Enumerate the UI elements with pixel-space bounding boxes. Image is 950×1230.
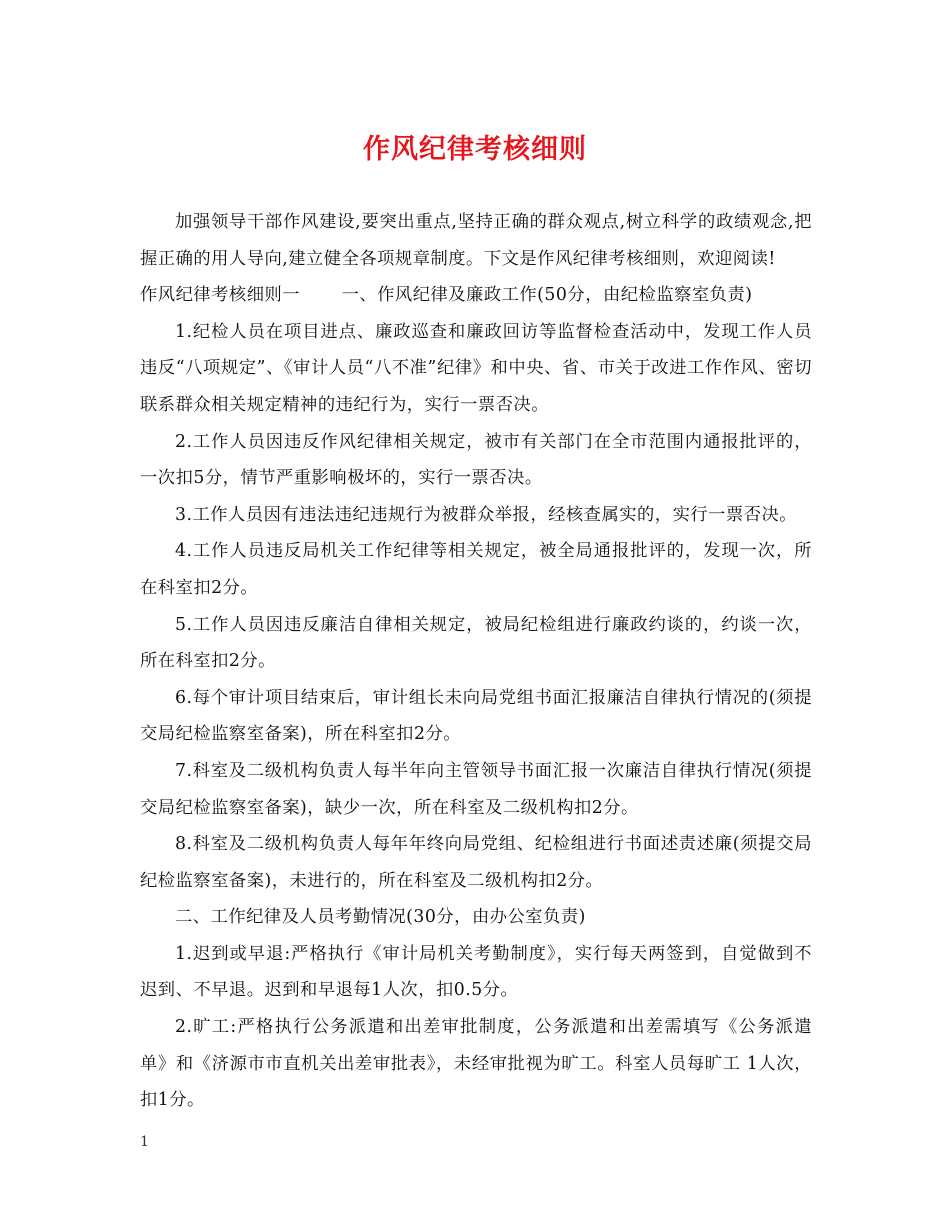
section-heading-two: 二、工作纪律及人员考勤情况(30分，由办公室负责) [175,907,586,928]
rule-paragraph: 3.工作人员因有违法违纪违规行为被群众举报，经核查属实的，实行一票否决。 [175,504,798,525]
page-number: 1 [140,1134,149,1150]
rule-paragraph: 5.工作人员因违反廉洁自律相关规定，被局纪检组进行廉政约谈的，约谈一次，所在科室扣2分。 [140,614,812,672]
rule-paragraph: 4.工作人员违反局机关工作纪律等相关规定，被全局通报批评的，发现一次，所在科室扣2分。 [140,541,812,598]
rule-paragraph: 1.纪检人员在项目进点、廉政巡查和廉政回访等监督检查活动中，发现工作人员违反“八项规定”、《审计人员“八不准”纪律》和中央、省、市关于改进工作作风、密切联系群众相关规定精神的违纪行为，实行一票否决。 [140,321,812,415]
document-body [140,204,812,1119]
rule-paragraph: 7.科室及二级机构负责人每半年向主管领导书面汇报一次廉洁自律执行情况(须提交局纪检监察室备案)，缺少一次，所在科室及二级机构扣2分。 [140,760,812,818]
rule-paragraph: 6.每个审计项目结束后，审计组长未向局党组书面汇报廉洁自律执行情况的(须提交局纪检监察室备案)，所在科室扣2分。 [140,687,812,745]
rule-paragraph: 1.迟到或早退:严格执行《审计局机关考勤制度》，实行每天两签到，自觉做到不迟到、不早退。迟到和早退每1人次，扣0.5分。 [140,943,812,1001]
rule-paragraph: 2.旷工:严格执行公务派遣和出差审批制度，公务派遣和出差需填写《公务派遣单》和《济源市市直机关出差审批表》，未经审批视为旷工。科室人员每旷工 1人次，扣1分。 [140,1017,812,1111]
rule-paragraph: 2.工作人员因违反作风纪律相关规定，被市有关部门在全市范围内通报批评的，一次扣5分，情节严重影响极坏的，实行一票否决。 [140,431,812,489]
rule-paragraph: 8.科室及二级机构负责人每年年终向局党组、纪检组进行书面述责述廉(须提交局纪检监察室备案)，未进行的，所在科室及二级机构扣2分。 [140,834,812,891]
section-heading-one: 作风纪律考核细则一 一、作风纪律及廉政工作(50分，由纪检监察室负责) [140,285,753,306]
intro-paragraph: 加强领导干部作风建设,要突出重点,坚持正确的群众观点,树立科学的政绩观念,把握正确的用人导向,建立健全各项规章制度。下文是作风纪律考核细则，欢迎阅读! [140,212,812,269]
document-title: 作风纪律考核细则 [363,134,587,165]
